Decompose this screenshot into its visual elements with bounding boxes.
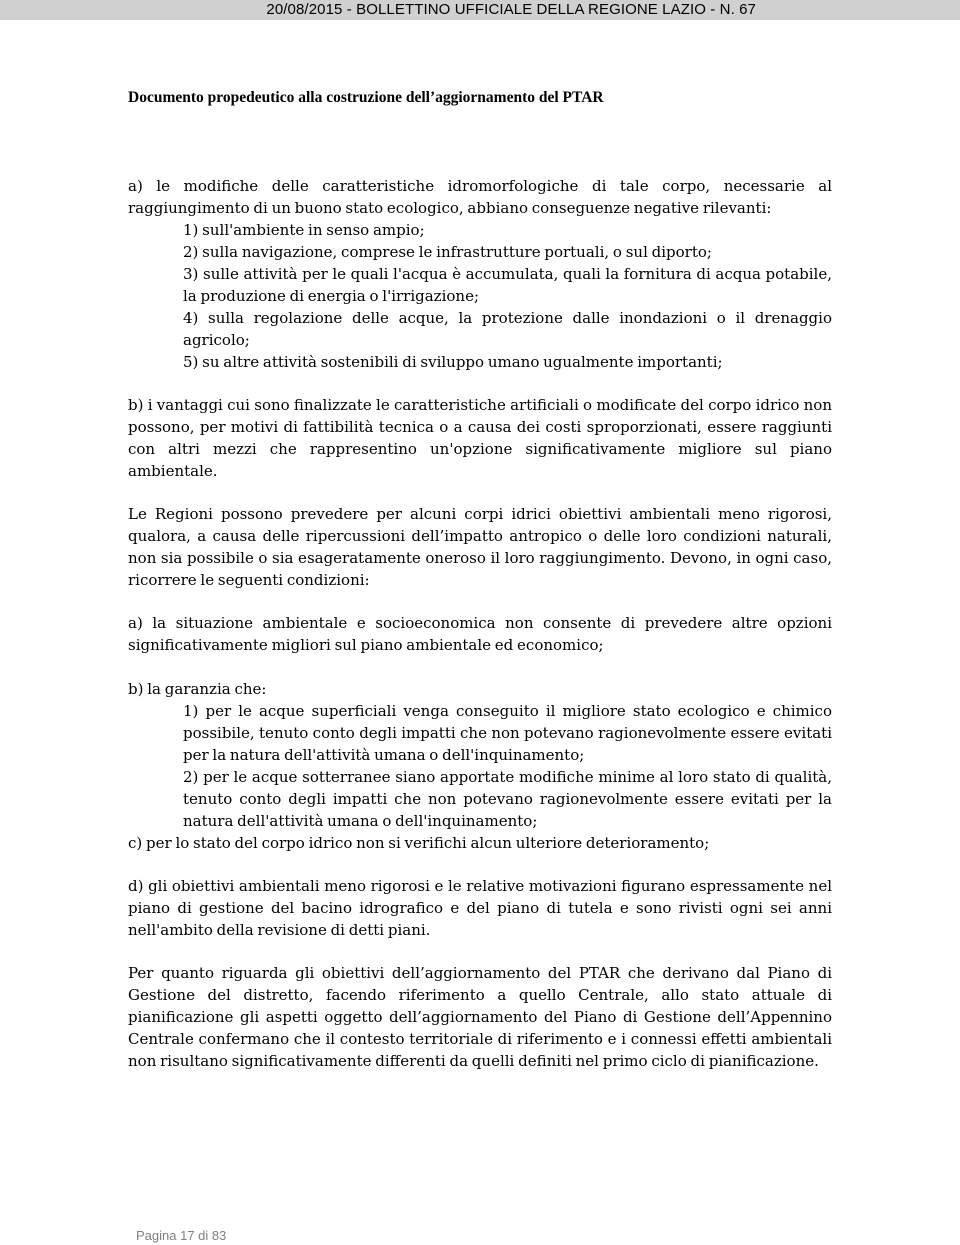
section-a-item-1: 1) sull'ambiente in senso ampio;	[183, 221, 425, 239]
section-a	[128, 175, 832, 373]
section-a-item-4: 4) sulla regolazione delle acque, la protezione dalle inondazioni o il drenaggio agricolo;	[183, 309, 832, 349]
condition-c: c) per lo stato del corpo idrico non si verifichi alcun ulteriore deterioramento;	[128, 834, 710, 852]
section-a-intro: a) le modifiche delle caratteristiche idromorfologiche di tale corpo, necessarie al raggiungimento di un buono stato ecologico, abbiano conseguenze negative rilevanti:	[128, 177, 832, 217]
final-paragraph: Per quanto riguarda gli obiettivi dell’aggiornamento del PTAR che derivano dal Piano di Gestione del distretto, facendo riferimento a quello Centrale, allo stato attuale di pianificazione gli aspetti oggetto dell’aggiornamento del Piano di Gestione dell’Appennino Centrale confermano che il contesto territoriale di riferimento e i connessi effetti ambientali non risultano significativamente differenti da quelli definiti nel primo ciclo di pianificazione.	[128, 964, 832, 1070]
section-a-item-2: 2) sulla navigazione, comprese le infrastrutture portuali, o sul diporto;	[183, 243, 712, 261]
section-b: b) i vantaggi cui sono finalizzate le caratteristiche artificiali o modificate del corpo idrico non possono, per motivi di fattibilità tecnica o a causa dei costi sproporzionati, essere raggiunti con altri mezzi che rappresentino un'opzione significativamente migliore sul piano ambientale.	[128, 396, 832, 480]
document-title: Documento propedeutico alla costruzione dell’aggiornamento del PTAR	[128, 89, 604, 106]
page-number: Pagina 17 di 83	[136, 1228, 227, 1243]
section-a-item-3: 3) sulle attività per le quali l'acqua è accumulata, quali la fornitura di acqua potabile, la produzione di energia o l'irrigazione;	[183, 265, 832, 305]
condition-b-item-2: 2) per le acque sotterranee siano apportate modifiche minime al loro stato di qualità, tenuto conto degli impatti che non potevano ragionevolmente essere evitati per la natura dell'attività umana o dell'inquinamento;	[183, 768, 832, 830]
condition-a: a) la situazione ambientale e socioeconomica non consente di prevedere altre opzioni significativamente migliori sul piano ambientale ed economico;	[128, 614, 832, 654]
regions-paragraph: Le Regioni possono prevedere per alcuni corpi idrici obiettivi ambientali meno rigorosi, qualora, a causa delle ripercussioni dell’impatto antropico o delle loro condizioni naturali, non sia possibile o sia esageratamente oneroso il loro raggiungimento. Devono, in ogni caso, ricorrere le seguenti condizioni:	[128, 505, 832, 589]
condition-b-intro: b) la garanzia che:	[128, 680, 267, 698]
section-a-item-5: 5) su altre attività sostenibili di sviluppo umano ugualmente importanti;	[183, 353, 723, 371]
condition-b-item-1: 1) per le acque superficiali venga conseguito il migliore stato ecologico e chimico possibile, tenuto conto degli impatti che non potevano ragionevolmente essere evitati per la natura dell'attività umana o dell'inquinamento;	[183, 702, 832, 764]
condition-b	[128, 678, 832, 854]
bulletin-header: 20/08/2015 - BOLLETTINO UFFICIALE DELLA REGIONE LAZIO - N. 67	[266, 1, 756, 18]
condition-d: d) gli obiettivi ambientali meno rigorosi e le relative motivazioni figurano espressamente nel piano di gestione del bacino idrografico e del piano di tutela e sono rivisti ogni sei anni nell'ambito della revisione di detti piani.	[128, 877, 832, 939]
